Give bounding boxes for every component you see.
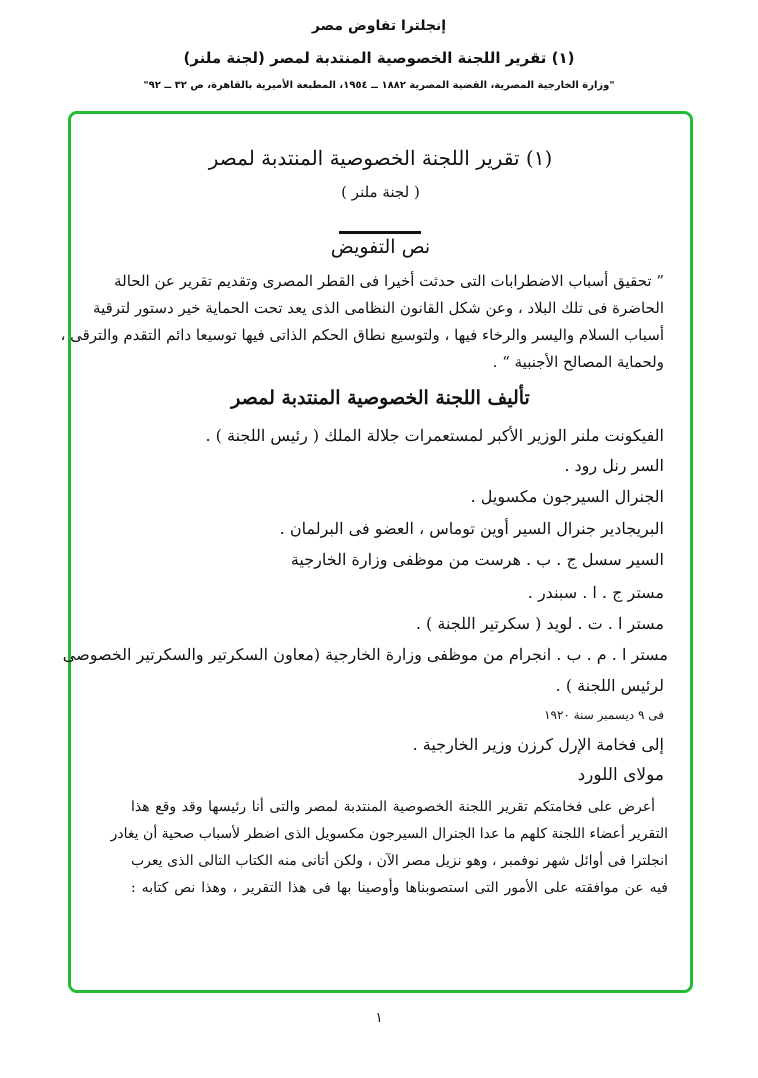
member-item: مستر ا . ت . لويد ( سكرتير اللجنة ) . (415, 614, 664, 633)
composition-heading: تأليف اللجنة الخصوصية المنتدبة لمصر (231, 387, 530, 409)
header-subtitle: (١) تقرير اللجنة الخصوصية المنتدبة لمصر (لجنة ملنر) (183, 49, 575, 67)
member-item: السير سسل ج . ب . هرست من موظفى وزارة الخارجية (290, 550, 664, 569)
header-source: "وزارة الخارجية المصرية، القضية المصرية ١٨٨٢ ــ ١٩٥٤، المطبعة الأميرية بالقاهرة، ص ٣٢ ــ ٩٢" (143, 80, 615, 91)
body-line: انجلترا فى أوائل شهر نوفمبر ، وهو نزيل مصر الآن ، ولكن أتانى منه الكتاب التالى الذى يعرب (131, 853, 668, 869)
mandate-line: الحاضرة فى تلك البلاد ، وعن شكل القانون النظامى الذى يعد تحت الحماية خير دستور لترقية (93, 299, 664, 317)
mandate-line: ولحماية المصالح الأجنبية “ . (492, 353, 664, 371)
mandate-heading: نص التفويض (330, 236, 431, 258)
member-item: الجنرال السيرجون مكسويل . (470, 487, 664, 506)
member-item: البريجادير جنرال السير أوين توماس ، العضو فى البرلمان . (279, 519, 664, 538)
member-item: مستر ا . م . ب . انجرام من موظفى وزارة الخارجية (معاون السكرتير والسكرتير الخصوصى (62, 645, 668, 664)
page-number: ١ (375, 1010, 383, 1026)
mandate-line: ” تحقيق أسباب الاضطرابات التى حدثت أخيرا فى القطر المصرى وتقديم تقرير عن الحالة (114, 272, 664, 290)
document-subtitle: ( لجنة ملنر ) (341, 183, 420, 201)
body-line: أعرض على فخامتكم تقرير اللجنة الخصوصية المنتدبة لمصر والتى أنا رئيسها وقد وقع هذا (131, 799, 655, 815)
letter-date: فى ٩ ديسمبر سنة ١٩٢٠ (544, 708, 664, 722)
divider (339, 231, 421, 234)
letter-salutation: مولاى اللورد (577, 765, 664, 785)
body-line: فيه عن موافقته على الأمور التى استصوبناها وأوصينا بها فى هذا التقرير ، وهذا نص كتابه : (131, 880, 668, 896)
letter-addressee: إلى فخامة الإرل كرزن وزير الخارجية . (412, 735, 664, 754)
member-item: السر رنل رود . (564, 456, 664, 475)
mandate-line: أسباب السلام واليسر والرخاء فيها ، ولتوسيع نطاق الحكم الذاتى فيها توسيعا دائم التقدم والترقى ، (60, 326, 664, 344)
body-line: التقرير أعضاء اللجنة كلهم ما عدا الجنرال السيرجون مكسويل الذى اضطر لأسباب صحية أن يغادر (110, 826, 668, 842)
member-item: الفيكونت ملنر الوزير الأكبر لمستعمرات جلالة الملك ( رئيس اللجنة ) . (205, 426, 664, 445)
member-item: لرئيس اللجنة ) . (555, 676, 664, 695)
document-title: (١) تقرير اللجنة الخصوصية المنتدبة لمصر (208, 146, 553, 170)
member-item: مستر ج . ا . سبندر . (527, 583, 664, 602)
header-title: إنجلترا تفاوض مصر (311, 18, 447, 34)
